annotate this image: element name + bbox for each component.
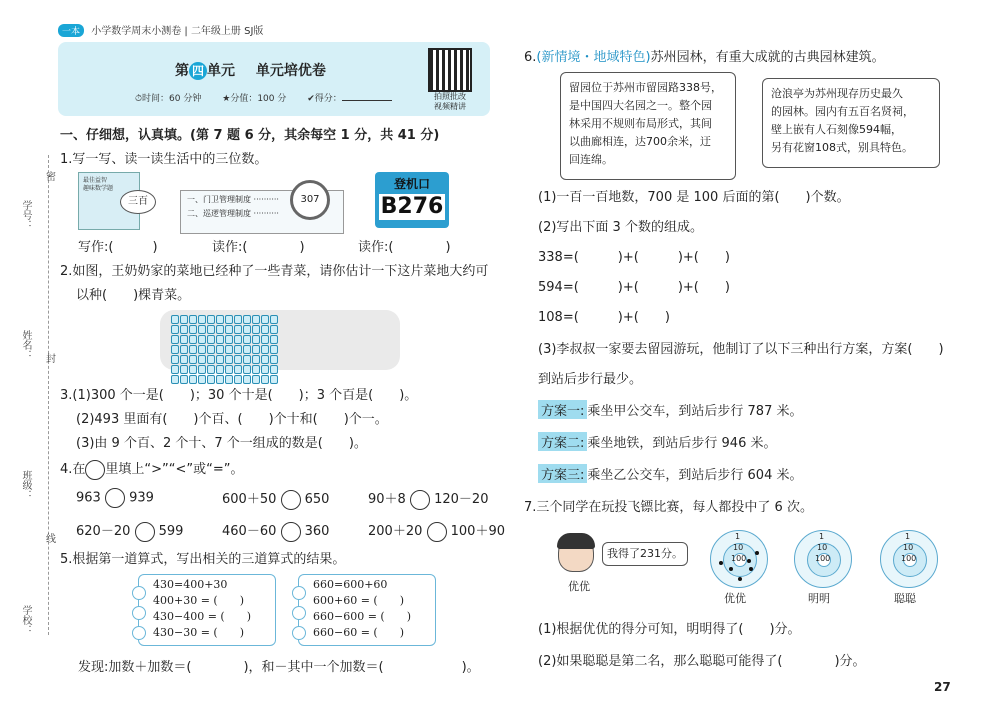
- book-bubble: 三百: [120, 190, 156, 214]
- q4-answer-circle[interactable]: [281, 490, 301, 510]
- vegetable-cell: [180, 335, 188, 344]
- vegetable-cell: [198, 365, 206, 374]
- dart-name-2: 明明: [808, 592, 830, 605]
- vegetable-cell: [189, 365, 197, 374]
- q4-right: 599: [158, 524, 184, 539]
- clock-icon: ⏱: [135, 94, 143, 104]
- vegetable-cell: [207, 335, 215, 344]
- vegetable-cell: [234, 375, 242, 384]
- q3-line-1[interactable]: 3.(1)300 个一是( )；30 个十是( )；3 个百是( )。: [60, 388, 418, 403]
- q6-p2: (2)写出下面 3 个数的组成。: [538, 220, 703, 235]
- q4-right: 120－20: [434, 492, 489, 507]
- q5-right-eq-2[interactable]: 600+60 = ( ): [313, 594, 405, 607]
- vegetable-cell: [270, 345, 278, 354]
- ring-outer-label: 1: [819, 532, 825, 541]
- rules-item-2: 二、巡逻管理制度 ··········: [187, 209, 279, 218]
- vegetable-cell: [225, 335, 233, 344]
- note-card-left: [138, 574, 276, 646]
- vegetable-cell: [198, 345, 206, 354]
- box2-line: 沧浪亭为苏州现存历史最久: [771, 87, 903, 100]
- plan-1: [538, 400, 802, 419]
- unit-number: 四: [189, 62, 207, 80]
- score-label: 分值：100 分: [230, 94, 287, 104]
- box1-line: 是中国四大名园之一。整个园: [569, 99, 712, 112]
- q6-c1[interactable]: 338=( )+( )+( ): [538, 250, 730, 265]
- vegetable-cell: [225, 345, 233, 354]
- spiral-ring-icon: [132, 606, 146, 620]
- plan-3: [538, 464, 802, 483]
- vegetable-cell: [189, 325, 197, 334]
- vegetable-cell: [243, 325, 251, 334]
- box2-line: 壁上嵌有人石刻像594幅，: [771, 123, 902, 136]
- vegetable-cell: [198, 335, 206, 344]
- q4-item-4: [76, 520, 183, 542]
- vegetable-cell: [234, 325, 242, 334]
- vegetable-cell: [216, 325, 224, 334]
- q4-title-b: 里填上“>”“<”或“=”。: [105, 462, 244, 477]
- plan-3-desc: 乘坐乙公交车，到站后步行 604 米。: [587, 468, 803, 483]
- spiral-ring-icon: [292, 606, 306, 620]
- q4-item-2: [222, 488, 329, 510]
- q3-line-2[interactable]: (2)493 里面有( )个百、( )个十和( )个一。: [76, 412, 388, 427]
- binding-line: [48, 155, 49, 635]
- q4-answer-circle[interactable]: [410, 490, 430, 510]
- note-card-right: [298, 574, 436, 646]
- side-mi: 密: [46, 172, 56, 183]
- vegetable-cell: [171, 335, 179, 344]
- vegetable-cell: [207, 345, 215, 354]
- vegetable-cell: [171, 355, 179, 364]
- q6-tag: (新情境・地域特色): [536, 50, 651, 65]
- vegetable-cell: [243, 355, 251, 364]
- q4-left: 963: [76, 490, 101, 506]
- q6-c3[interactable]: 108=( )+( ): [538, 310, 670, 325]
- vegetable-cell: [270, 325, 278, 334]
- ring-inner-label: 100: [901, 554, 917, 563]
- speech-bubble: 我得了231分。: [602, 542, 688, 566]
- vegetable-cell: [180, 315, 188, 324]
- q5-discover[interactable]: 发现:加数＋加数＝( )，和－其中一个加数＝( )。: [78, 660, 480, 675]
- side-xuexiao: 学校：: [20, 605, 31, 635]
- vegetable-cell: [207, 375, 215, 384]
- page-number: 27: [934, 680, 951, 694]
- vegetable-field: [160, 310, 400, 370]
- dart-name-3: 聪聪: [894, 592, 916, 605]
- q4-item-6: [368, 520, 505, 542]
- time-label: 时间：60 分钟: [142, 94, 202, 104]
- vegetable-cell: [243, 335, 251, 344]
- q4-title: [60, 458, 244, 480]
- liuyuan-box: [560, 72, 736, 180]
- box2-line: 另有花窗108式，别具特色。: [771, 141, 913, 154]
- vegetable-cell: [198, 375, 206, 384]
- q1-text: 1.写一写、读一读生活中的三位数。: [60, 152, 268, 167]
- q6-text: 苏州园林，有重大成就的古典园林建筑。: [650, 50, 885, 65]
- gate-number: B276: [380, 194, 444, 219]
- series-tag: 一本: [58, 24, 84, 37]
- vegetable-cell: [243, 365, 251, 374]
- vegetable-cell: [198, 355, 206, 364]
- q4-left: 200＋20: [368, 524, 423, 539]
- vegetable-cell: [261, 345, 269, 354]
- ring-outer-label: 1: [735, 532, 741, 541]
- box2-line: 的园林。园内有五百名贤祠，: [771, 105, 914, 118]
- side-feng: 封: [46, 354, 56, 365]
- vegetable-cell: [225, 365, 233, 374]
- book-title-2: 趣味数学题: [83, 185, 114, 192]
- vegetable-cell: [252, 355, 260, 364]
- unit-name: 单元培优卷: [255, 63, 326, 79]
- score-blank[interactable]: [342, 90, 392, 101]
- q4-answer-circle[interactable]: [427, 522, 447, 542]
- qr-caption-1: 拍照批改: [434, 92, 466, 101]
- vegetable-cell: [171, 315, 179, 324]
- vegetable-cell: [189, 355, 197, 364]
- vegetable-cell: [171, 365, 179, 374]
- vegetable-cell: [216, 335, 224, 344]
- vegetable-cell: [252, 325, 260, 334]
- unit-prefix: 第: [175, 63, 189, 79]
- vegetable-cell: [252, 315, 260, 324]
- q2-line-2[interactable]: 以种( )棵青菜。: [76, 288, 191, 303]
- vegetable-cell: [270, 365, 278, 374]
- compare-circle-icon: [85, 460, 105, 480]
- q6-p3b: 到站后步行最少。: [538, 372, 643, 387]
- plan-3-name: 方案三:: [538, 464, 587, 483]
- vegetable-cell: [216, 345, 224, 354]
- plan-2-name: 方案二:: [538, 432, 587, 451]
- q4-answer-circle[interactable]: [281, 522, 301, 542]
- q5-left-eq-2[interactable]: 400+30 = ( ): [153, 594, 245, 607]
- side-xingming: 姓名：: [20, 330, 31, 360]
- vegetable-cell: [189, 345, 197, 354]
- vegetable-cell: [180, 375, 188, 384]
- vegetable-cell: [207, 315, 215, 324]
- got-label: 得分：: [314, 94, 342, 104]
- vegetable-cell: [207, 355, 215, 364]
- q7-p2[interactable]: (2)如果聪聪是第二名，那么聪聪可能得了( )分。: [538, 654, 866, 669]
- plan-1-desc: 乘坐甲公交车，到站后步行 787 米。: [587, 404, 803, 419]
- spiral-ring-icon: [132, 626, 146, 640]
- q4-left: 620－20: [76, 524, 131, 539]
- q3-line-3[interactable]: (3)由 9 个百、2 个十、7 个一组成的数是( )。: [76, 436, 367, 451]
- q4-left: 600＋50: [222, 492, 277, 507]
- vegetable-cell: [261, 375, 269, 384]
- ring-outer-label: 1: [905, 532, 911, 541]
- vegetable-cell: [270, 355, 278, 364]
- vegetable-cell: [180, 365, 188, 374]
- q5-left-eq-4[interactable]: 430−30 = ( ): [153, 626, 245, 639]
- canglangting-box: [762, 78, 940, 168]
- vegetable-cell: [171, 375, 179, 384]
- vegetable-cell: [243, 345, 251, 354]
- q5-left-eq-3[interactable]: 430−400 = ( ): [153, 610, 252, 623]
- magnifier-icon: 307: [290, 180, 330, 220]
- vegetable-cell: [243, 375, 251, 384]
- vegetable-cell: [225, 375, 233, 384]
- vegetable-cell: [198, 325, 206, 334]
- vegetable-cell: [180, 325, 188, 334]
- ring-inner-label: 100: [731, 554, 747, 563]
- plan-2: [538, 432, 776, 451]
- q6-p1[interactable]: (1)一百一百地数，700 是 100 后面的第( )个数。: [538, 190, 850, 205]
- gate-sign: [375, 172, 449, 228]
- ring-mid-label: 10: [903, 543, 914, 552]
- vegetable-cell: [225, 355, 233, 364]
- box1-line: 留园位于苏州市留园路338号，: [569, 81, 722, 94]
- vegetable-cell: [261, 365, 269, 374]
- vegetable-cell: [243, 315, 251, 324]
- q6-p3a[interactable]: (3)李叔叔一家要去留园游玩，他制订了以下三种出行方案，方案( ): [538, 342, 944, 357]
- vegetable-cell: [261, 315, 269, 324]
- side-xuehao: 学号：: [20, 200, 31, 230]
- vegetable-cell: [198, 315, 206, 324]
- q4-item-5: [222, 520, 329, 542]
- vegetable-cell: [252, 375, 260, 384]
- q5-right-eq-1: 660=600+60: [313, 578, 388, 591]
- q4-item-1: [76, 488, 154, 508]
- plan-2-desc: 乘坐地铁，到站后步行 946 米。: [587, 436, 777, 451]
- vegetable-cell: [234, 335, 242, 344]
- unit-title: [175, 60, 326, 80]
- vegetable-cell: [234, 365, 242, 374]
- series-name: 小学数学周末小测卷: [91, 26, 182, 37]
- dartboard-2: [794, 530, 852, 588]
- box1-line: 林采用不规则布局形式，其间: [569, 117, 712, 130]
- vegetable-cell: [252, 345, 260, 354]
- vegetable-cell: [225, 325, 233, 334]
- qr-caption: [428, 92, 472, 112]
- dartboard-3: [880, 530, 938, 588]
- q6-c2[interactable]: 594=( )+( )+( ): [538, 280, 730, 295]
- ring-mid-label: 10: [817, 543, 828, 552]
- spiral-ring-icon: [132, 586, 146, 600]
- series-header: 一本 小学数学周末小测卷 | 二年级上册 SJ版: [58, 22, 263, 37]
- vegetable-cell: [270, 375, 278, 384]
- vegetable-cell: [180, 345, 188, 354]
- rules-item-1: 一、门卫管理制度 ··········: [187, 195, 279, 204]
- vegetable-cell: [252, 365, 260, 374]
- ring-mid-label: 10: [733, 543, 744, 552]
- vegetable-cell: [225, 315, 233, 324]
- unit-suffix: 单元: [207, 63, 235, 79]
- banner-info: [135, 90, 392, 104]
- vegetable-cell: [189, 315, 197, 324]
- dartboard-1: [710, 530, 768, 588]
- vegetable-cell: [216, 375, 224, 384]
- q4-item-3: [368, 488, 488, 510]
- kid-name: 优优: [568, 580, 590, 593]
- vegetable-cell: [261, 325, 269, 334]
- vegetable-cell: [216, 315, 224, 324]
- vegetable-cell: [234, 315, 242, 324]
- ring-inner-label: 100: [815, 554, 831, 563]
- vegetable-cell: [270, 315, 278, 324]
- girl-avatar-icon: [558, 534, 594, 572]
- vegetable-cell: [207, 325, 215, 334]
- q5-text: 5.根据第一道算式，写出相关的三道算式的结果。: [60, 552, 346, 567]
- q7-p1[interactable]: (1)根据优优的得分可知，明明得了( )分。: [538, 622, 801, 637]
- spiral-ring-icon: [292, 586, 306, 600]
- vegetable-cell: [171, 325, 179, 334]
- q4-right: 100＋90: [450, 524, 505, 539]
- vegetable-cell: [207, 365, 215, 374]
- vegetable-grid: [170, 314, 278, 384]
- spiral-ring-icon: [292, 626, 306, 640]
- gate-label: 登机口: [393, 177, 430, 191]
- vegetable-cell: [252, 335, 260, 344]
- q4-left: 460－60: [222, 524, 277, 539]
- vegetable-cell: [216, 365, 224, 374]
- vegetable-cell: [189, 375, 197, 384]
- box1-line: 以曲廊相连，达700余米，迂: [569, 135, 711, 148]
- q7-text: 7.三个同学在玩投飞镖比赛，每人都投中了 6 次。: [524, 500, 813, 515]
- vegetable-cell: [180, 355, 188, 364]
- section-title: 一、仔细想，认真填。(第 7 题 6 分，其余每空 1 分，共 41 分): [60, 128, 440, 143]
- book-title-1: 最佳益智: [83, 177, 108, 184]
- qr-caption-2: 视频精讲: [434, 102, 466, 111]
- q4-right: 650: [304, 492, 330, 507]
- q4-left: 90＋8: [368, 492, 406, 507]
- q4-right: 360: [304, 524, 330, 539]
- vegetable-cell: [171, 345, 179, 354]
- q1-write[interactable]: 写作:( ): [78, 240, 158, 255]
- box1-line: 回连绵。: [569, 153, 613, 166]
- q1-read-1[interactable]: 读作:( ): [212, 240, 305, 255]
- q5-right-eq-4[interactable]: 660−60 = ( ): [313, 626, 405, 639]
- q4-title-a: 4.在: [60, 462, 86, 477]
- side-xian: 线: [46, 534, 56, 545]
- q4-answer-circle[interactable]: [105, 488, 125, 508]
- q1-read-2[interactable]: 读作:( ): [358, 240, 451, 255]
- q6-title: 6.(新情境・地域特色)苏州园林，有重大成就的古典园林建筑。: [524, 50, 885, 65]
- side-banji: 班级：: [20, 470, 31, 500]
- qr-code-icon[interactable]: [428, 48, 472, 92]
- vegetable-cell: [234, 345, 242, 354]
- grade-label: 二年级上册 SJ版: [190, 26, 264, 37]
- vegetable-cell: [261, 355, 269, 364]
- check-icon: ✔: [307, 94, 315, 104]
- q4-answer-circle[interactable]: [135, 522, 155, 542]
- q5-left-eq-1: 430=400+30: [153, 578, 228, 591]
- q5-right-eq-3[interactable]: 660−600 = ( ): [313, 610, 412, 623]
- vegetable-cell: [189, 335, 197, 344]
- vegetable-cell: [270, 335, 278, 344]
- q4-right: 939: [129, 490, 154, 506]
- q2-line-1: 2.如图，王奶奶家的菜地已经种了一些青菜，请你估计一下这片菜地大约可: [60, 264, 489, 279]
- dart-name-1: 优优: [724, 592, 746, 605]
- vegetable-cell: [261, 335, 269, 344]
- score-icon: ★: [222, 94, 231, 104]
- vegetable-cell: [234, 355, 242, 364]
- vegetable-cell: [216, 355, 224, 364]
- plan-1-name: 方案一:: [538, 400, 587, 419]
